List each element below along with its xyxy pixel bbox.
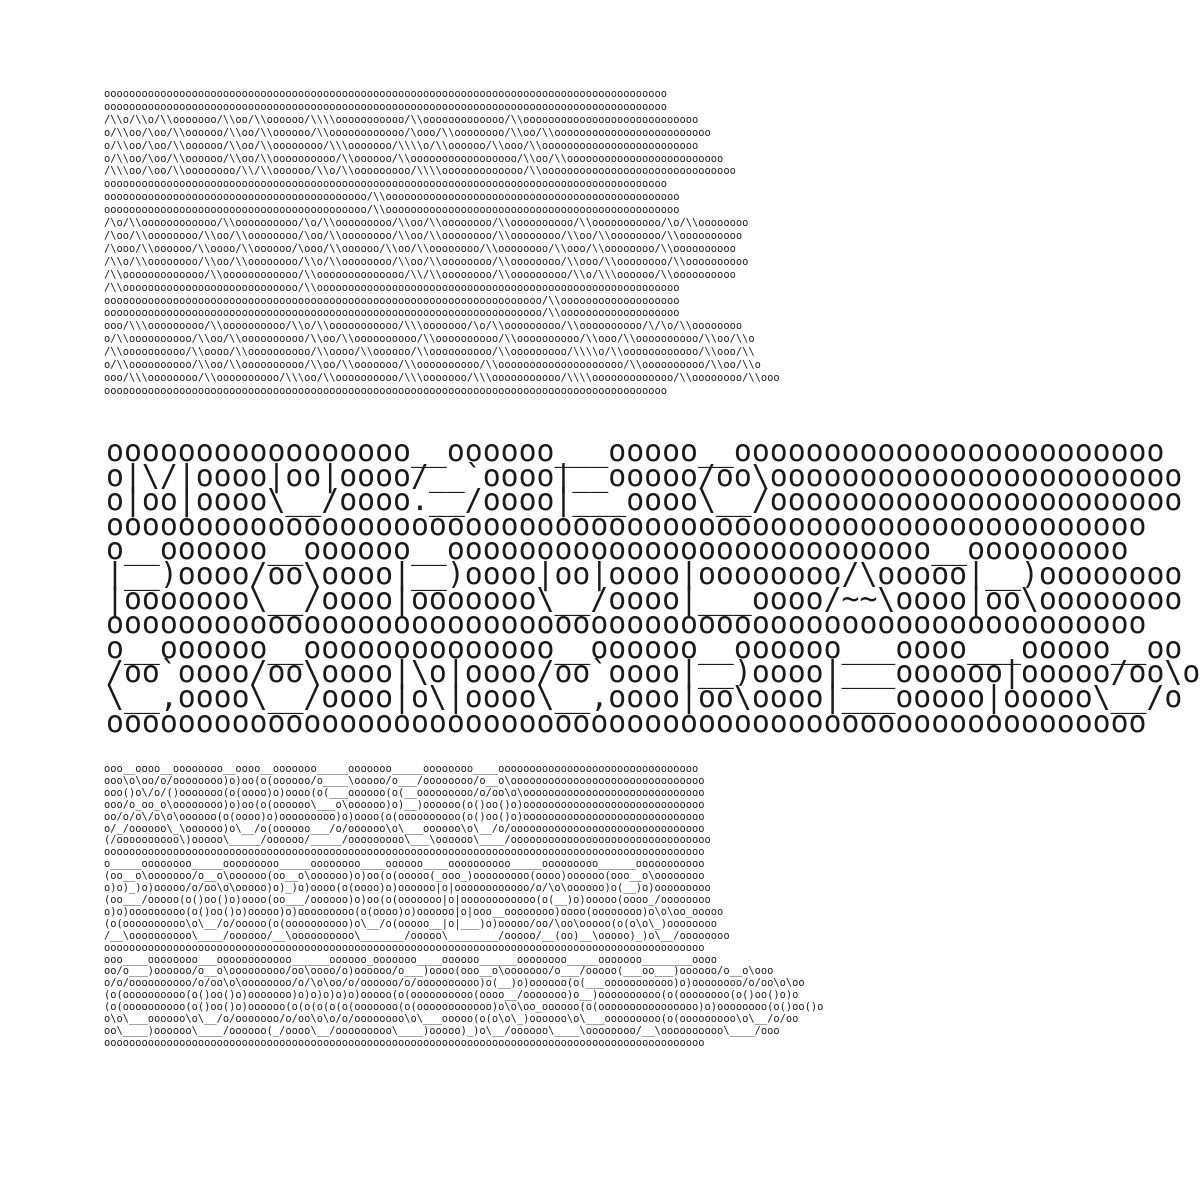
ascii-art-small-top: oooooooooooooooooooooooooooooooooooooooooooooooooooooooooooooooooooooooooooooooooooooooooo oooooooooooooooooooooooooooooooooooooooooooooooooooooooooooooooooooooooooooooooooooooooooo /\\o/\\o/\\ooooooo/\\oo/\\oooooo/\\\\ooooooooooo/\\ooooooooooooo/\\oooooooooooooooooooooooooooo o/\\oo/\oo/\\oooooo/\\oo/\\oooooo/\\oooooooooooo/\ooo/\\oooooooo/\\oo/\\ooooooooooooooooooooooooo o/\\oo/\oo/\\oooooo/\\oo/\\oooooooo/\\\ooooooo/\\\\o/\\oooooo/\\ooo/\\ooooooooooooooooooooooooo o/\\oo/\oo/\\oooooo/\\oo/\\oooooooooo/\\oooooo/\\ooooooooooooooooo/\\oo/\\ooooooooooooooooooooooooo /\\\oo/\oo/\\oooooooo/\\/\\oooooo/\\o/\\ooooooooo/\\\\ooooooooooooo/\\ooooooooooooooooooooooooooooooo oooooooooooooooooooooooooooooooooooooooooooooooooooooooooooooooooooooooooooooooooooooooooo oooooooooooooooooooooooooooooooooooooooooo/\\ooooooooooooooooooooooooooooooooooooooooooooooo oooooooooooooooooooooooooooooooooooooooooo/\\ooooooooooooooooooooooooooooooooooooooooooooooo /\o/\\oooooooooooo/\\oooooooooo/\o/\\ooooooooo/\\oo/\\oooooooo/\\oooooooooo/\\ooooooooooo/\o/\\oooooooo /\oo/\\oooooooo/\\oo/\\oooooooo/\oo/\\oooooooo/\\oo/\\oooooooo/\\oooooooo/\\oo/\\oooooooo/\\oooooooooo /\ooo/\\oooooo/\\oooo/\\oooooo/\ooo/\\oooooo/\\oo/\\oooooooo/\\oooooooo/\\ooo/\\oooooooo/\\oooooooooo /\\o/\\oooooooo/\\oo/\\oooooooo/\\o/\\oooooooo/\\oo/\\oooooooo/\\oooooooo/\\ooo/\\oooooooo/\\oooooooooo /\\ooooooooooooo/\\oooooooooooo/\\oooooooooooooo/\\/\\oooooooo/\\ooooooooo/\\o/\\\oooooo/\\oooooooooo /\\oooooooooooooooooooooooooooo/\\oooooooooooooooooooooooooooooooooooooooooooooooooooooooooo oooooooooooooooooooooooooooooooooooooooooooooooooooooooooooooooooooooo/\\ooooooooooooooooooo oooooooooooooooooooooooooooooooooooooooooooooooooooooooooooooooooooooo/\\ooooooooooooooooooo ooo/\\\ooooooooo/\\oooooooooo/\\o/\\ooooooooooo/\\\ooooooo/\o/\\ooooooooo/\\oooooooooo/\/\o/\\oooooooo o/\\oooooooooo/\\oo/\\oooooooooo/\\oo/\\oooooooooo/\\oooooooooo/\\oooooooooo/\\ooo/\\oooooooooo/\\oo/\\o /\\oooooooooo/\\oooo/\\oooooooooo/\\oooo/\\oooooo/\\oooooooooo/\\ooooooooo/\\\\o/\\oooooooooooo/\\ooo/\\ o/\\oooooooooo/\\oo/\\oooooooooo/\\oo/\\ooooooo/\\oooooooooo/\\oooooooooooooooooooo/\\oooooooooo/\\oo/\\o ooo/\\\oooooooo/\\oooooooooo/\\\oo/\\oooooooooo/\\\ooooooo/\\\ooooooooooo/\\\\ooooooooooooo/\\oooooooo/\\ooo oooooooooooooooooooooooooooooooooooooooooooooooooooooooooooooooooooooooooooooooooooooooooo bbox=[104, 88, 780, 397]
ascii-art-small-bottom: ooo__oooo__oooooooo__oooo__ooooooo_____ooooooo_____oooooooo____oooooooooooooooooooooooooooooooo ooo\o\oo/o/oooooooo)o)oo(o(oooooo/o____\ooooo/o___/oooooooo/o__o\ooooooooooooooooooooooooooooooo ooo()o\/o/()ooooooo(o(oooo)o)oooo(o(___oooooo(o(__ooooooooo/o/oo\o\ooooooooooooooooooooooooooooo ooo/o_oo_o\oooooooo)o)oo(o(oooooo\___o\oooooo)o)__)oooooo(o()oo()o)ooooooooooooooooooooooooooooo oo/o/o\/o\o\oooooo(o(oooo)o)ooooooooo)o)oooo(o(oooooooooo(o()oo()o)ooooooooooooooooooooooooooooo o/_/oooooo\_\oooooo)o\__/o(oooooo___/o/oooooo\o\___oooooo\o\__/o/ooooooooooooooooooooooooooooooo (/oooooooooo\)ooooo\_____/oooooo/_____/ooooooooo\___\oooooo\____/oooooooooooooooooooooooooooooooo oooooooooooooooooooooooooooooooooooooooooooooooooooooooooooooooooooooooooooooooooooooooooooooooo o_____oooooooo_____ooooooooo_____oooooooo____oooooo____oooooooooo_____ooooooooo______ooooooooooo (oo__o\ooooooo/o__o\oooooo(oo__o\oooooo)o)oo(o(ooooo(_ooo_)ooooooooo(oooo)oooooo(ooo__o\oooooooo o)o)_)o)ooooo/o/oo\o\ooooo)o)_)o)oooo(o(oooo)o)oooooo|o|oooooooooooo/o/\o\oooooo)o(__)o)ooooooooo (oo___/ooooo(o()oo()o)oooo(oo___/oooooo)o)oo(o(ooooooo|o|oooooooooooo(o(__)o)ooooo(oooo_/oooooooo o)o)ooooooooo(o()oo()o)ooooo)o)ooooooooo(o(oooo)o)oooooo|o|ooo__oooooooo)oooo(oooooooo)o\o\oo_ooooo (o(oooooooooo\o\__/o/ooooo(o(oooooooooo)o\__/o(ooooo__|o|___)o)ooooo/oo/\oo\ooooo(o(o\o\_)oooooooo /__\oooooooooo\____/oooooo/__\oooooooooo\_______/ooooo\________/ooooo/__(oo)__\ooooo)_)o\__/oooooooo oooooooooooooooooooooooooooooooooooooooooooooooooooooooooooooooooooooooooooooooooooooooooooooooo ooo____oooooooo___oooooooooooo______oooooo_ooooooo____oooooo______oooooooo_____ooooooo________oooo oo/o___)oooooo/o__o\ooooooooo/oo\oooo/o)oooooo/o___)oooo(ooo__o\ooooooo/o___/ooooo(___oo___)oooooo/o__o\ooo o/o/oooooooooo/o/oo\o\oooooooo/o/\o\oo/o/oooooo/o/oooooooooo)o(__)o)oooooo(o(___ooooooooooo)o)oooooooo/o/oo\o\oo (o(oooooooooo(o()oo()o)ooooooo)o)o)o)o)o)ooooo(o(oooooooooo(oooo__/ooooooo)o__)oooooooooo(o(oooooooo(o()oo()o)o (o(oooooooooo(o()oo()o)oooooo(o(o(o(o(o(ooooooo(o(oooooooooooo)o\o\oo_oooooo(o(oooooooooooooooo)o)oooooooo(o()oo()o o\o\___oooooo\o\__/o/ooooooo/o/oo\o\o/o/oooooooo\o\___ooooo(o(o\o\_)oooooo\o\___ooooooooo(o(ooooooooo\o\__/o/oo oo\____)oooooo\____/oooooo(_/oooo\__/ooooooooo\____)ooooo)_)o\__/oooooo\____\oooooooo/__\oooooooooo\____/ooo oooooooooooooooooooooooooooooooooooooooooooooooooooooooooooooooooooooooooooooooooooooooooooooooo bbox=[104, 763, 824, 1049]
ascii-art-large-middle: ooooooooooooooooo__oooooo___ooooo__oooooooooooooooooooooooo o|\/|oooo|oo|oooo/__`oooo|__ooooo/oo\ooooooooooooooooooooooo o|oo|oooo\__/oooo.__/oooo|___oooo\__/ooooooooooooooooooooooo oooooooooooooooooooooooooooooooooooooooooooooooooooooooooo o__oooooo__oooooo__ooooooooooooooooooooooooooo__ooooooooo |__)oooo/oo\oooo|__)oooo|oo|oooo|oooooooo/\ooooo|__)oooooooo |ooooooo\__/oooo|ooooooo\__/oooo|___oooo/~~\oooo|oo\oooooooo oooooooooooooooooooooooooooooooooooooooooooooooooooooooooo o__oooooo__oooooooooooooo__oooooo__oooooo___oooo___ooooo__oo /oo`oooo/oo\oooo|\o|oooo/oo`oooo|__)oooo|___oooooo|ooooo/oo\o \__,oooo\__/oooo|o\|oooo\__,oooo|oo\oooo|___ooooo|ooooo\__/o oooooooooooooooooooooooooooooooooooooooooooooooooooooooooo bbox=[106, 434, 1200, 740]
